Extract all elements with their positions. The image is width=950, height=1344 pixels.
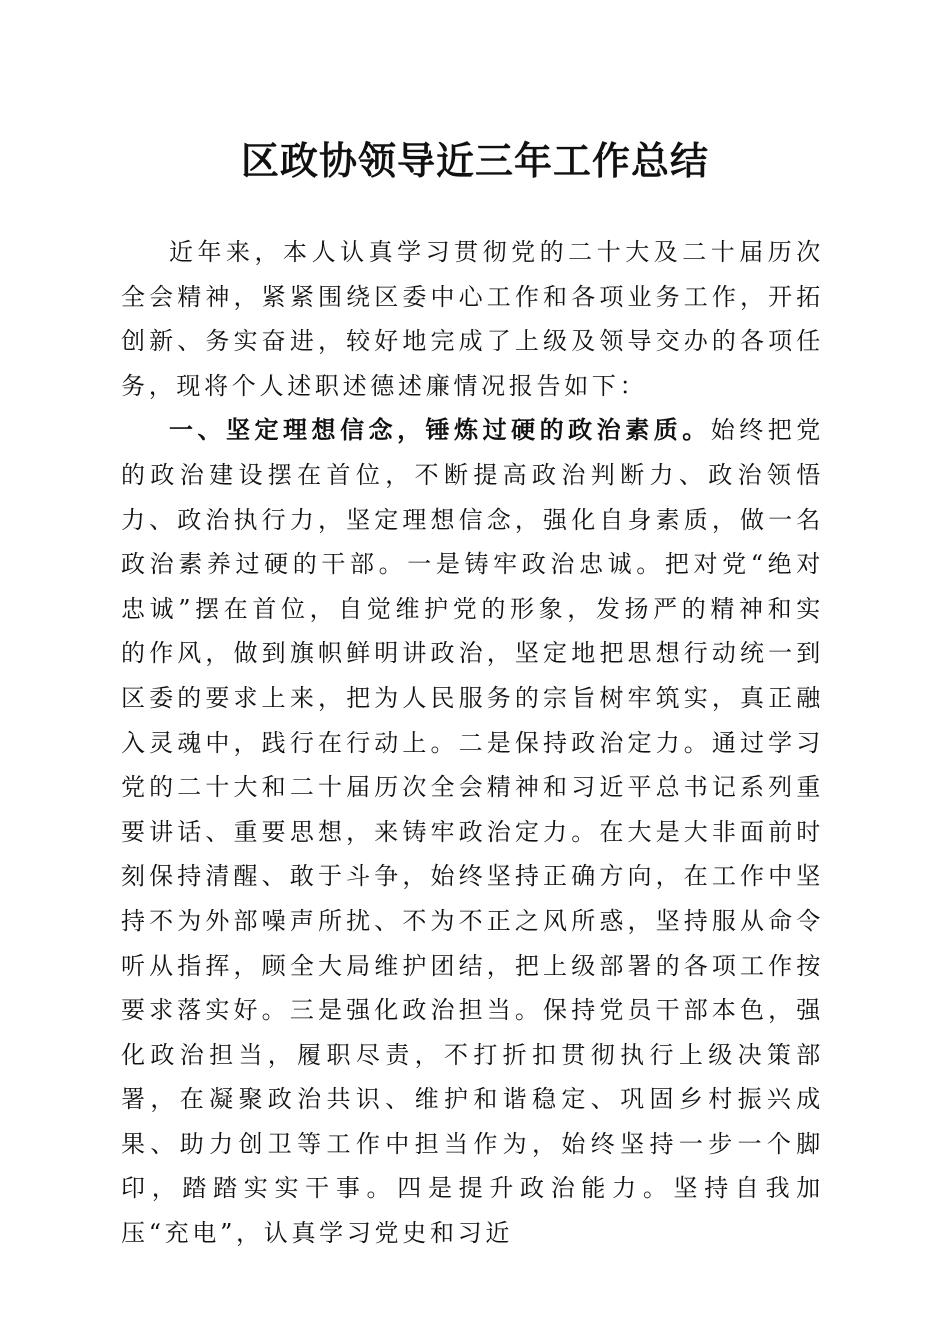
section-one-text: 始终把党的政治建设摆在首位，不断提高政治判断力、政治领悟力、政治执行力，坚定理想信念，强化自身素质，做一名政治素养过硬的干部。一是铸牢政治忠诚。把对党“绝对忠诚”摆在首位，自觉维护党的形象，发扬严的精神和实的作风，做到旗帜鲜明讲政治，坚定地把思想行动统一到区委的要求上来，把为人民服务的宗旨树牢筑实，真正融入灵魂中，践行在行动上。二是保持政治定力。通过学习党的二十大和二十届历次全会精神和习近平总书记系列重要讲话、重要思想，来铸牢政治定力。在大是大非面前时刻保持清醒、敢于斗争，始终坚持正确方向，在工作中坚持不为外部噪声所扰、不为不正之风所惑，坚持服从命令听从指挥，顾全大局维护团结，把上级部署的各项工作按要求落实好。三是强化政治担当。保持党员干部本色，强化政治担当，履职尽责，不打折扣贯彻执行上级决策部署，在凝聚政治共识、维护和谐稳定、巩固乡村振兴成果、助力创卫等工作中担当作为，始终坚持一步一个脚印，踏踏实实干事。四是提升政治能力。坚持自我加压“充电”，认真学习党史和习近 <box>121 416 824 1248</box>
document-body <box>121 230 824 1256</box>
section-one-paragraph <box>121 408 824 1255</box>
document-title: 区政协领导近三年工作总结 <box>240 138 709 183</box>
section-one-heading: 一、坚定理想信念，锤炼过硬的政治素质。 <box>169 415 711 445</box>
intro-paragraph-text: 近年来，本人认真学习贯彻党的二十大及二十届历次全会精神，紧紧围绕区委中心工作和各项业务工作，开拓创新、务实奋进，较好地完成了上级及领导交办的各项任务，现将个人述职述德述廉情况报告如下： <box>121 238 824 400</box>
intro-paragraph <box>121 230 824 408</box>
